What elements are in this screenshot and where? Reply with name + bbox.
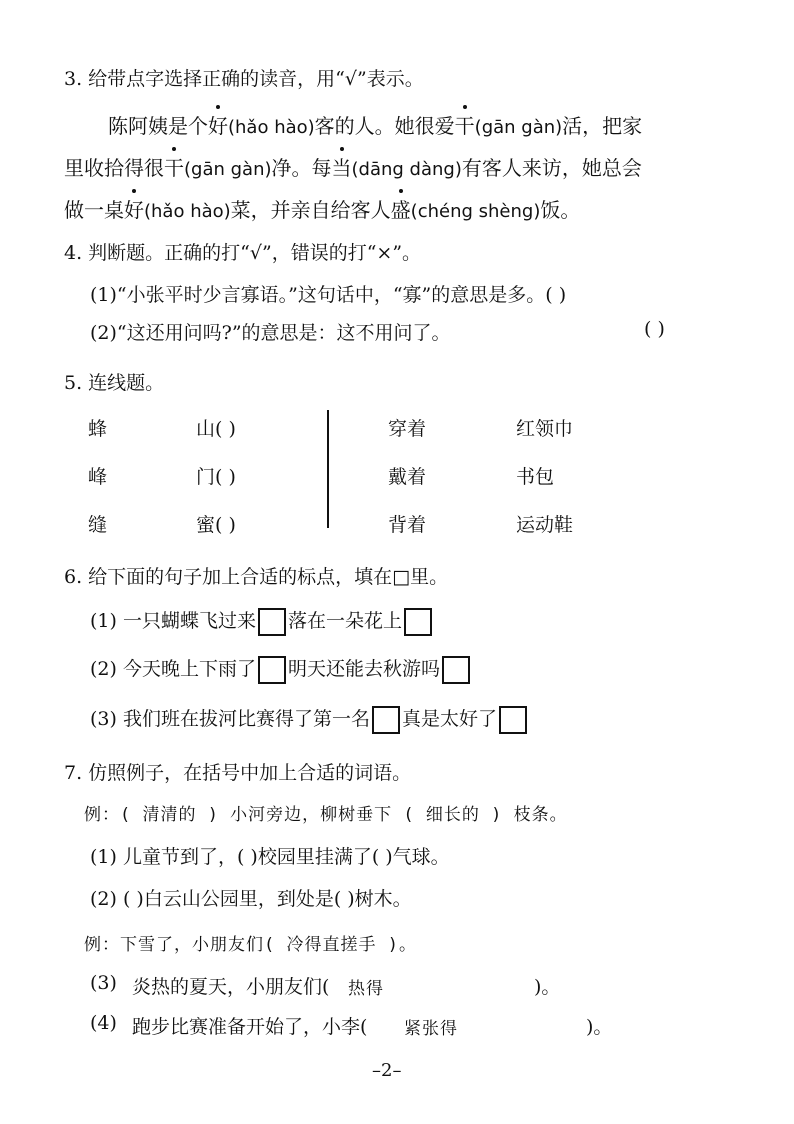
punctuation-box[interactable] — [404, 608, 432, 636]
punctuation-box[interactable] — [258, 656, 286, 684]
sentence-text: 活，把家 — [562, 114, 643, 138]
pinyin-options[interactable]: (dāng dàng) — [351, 159, 462, 180]
q3-line-1 — [108, 110, 642, 139]
punctuation-box[interactable] — [258, 608, 286, 636]
match-left-char[interactable]: 缝 — [88, 514, 108, 536]
dotted-character: 盛 — [391, 194, 411, 223]
item-number: (1) — [90, 610, 117, 632]
sentence-text: 净。每 — [271, 156, 332, 180]
match-left-char[interactable]: 峰 — [88, 466, 108, 488]
match-left-word[interactable]: 门( ) — [196, 466, 236, 488]
q7-example-2: 例：下雪了，小朋友们( 冷得直搓手 )。 — [84, 935, 417, 955]
q6-item-1 — [90, 606, 434, 636]
q6-item-2 — [90, 654, 472, 684]
q7-item-3-hint[interactable]: 热得 — [348, 979, 384, 999]
match-left-word[interactable]: 蜜( ) — [196, 514, 236, 536]
q4-item-1: (1)“小张平时少言寡语。”这句话中，“寡”的意思是多。( ) — [90, 284, 567, 306]
pinyin-options[interactable]: (hǎo hào) — [228, 117, 315, 138]
q4-item-2: (2)“这还用问吗?”的意思是：这不用问了。 — [90, 322, 451, 344]
q7-item-3-end: )。 — [534, 976, 561, 998]
sentence-part: 今天晚上下雨了 — [122, 658, 256, 680]
item-number: (2) — [90, 658, 117, 680]
sentence-text: 客的人。她很爱 — [314, 114, 455, 138]
pinyin-options[interactable]: (chéng shèng) — [410, 201, 541, 222]
q4-item-2-answer[interactable]: ( ) — [644, 318, 665, 340]
match-left-word[interactable]: 山( ) — [196, 418, 236, 440]
q3-line-2 — [64, 152, 642, 181]
q7-item-2[interactable]: (2) ( )白云山公园里，到处是( )树木。 — [90, 888, 412, 910]
question-3-title: 3. 给带点字选择正确的读音，用“√”表示。 — [64, 68, 424, 90]
match-left-char[interactable]: 蜂 — [88, 418, 108, 440]
q7-item-4-end: )。 — [586, 1016, 613, 1038]
q7-example-1: 例：( 清清的 ) 小河旁边，柳树垂下 ( 细长的 ) 枝条。 — [84, 805, 568, 825]
match-right-verb[interactable]: 戴着 — [388, 466, 427, 488]
q7-item-4-text: 跑步比赛准备开始了，小李( — [132, 1016, 368, 1038]
match-right-verb[interactable]: 背着 — [388, 514, 427, 536]
question-6-title: 6. 给下面的句子加上合适的标点，填在□里。 — [64, 566, 449, 588]
dotted-character: 干 — [164, 152, 184, 181]
sentence-text: 做一桌 — [64, 198, 124, 222]
pinyin-options[interactable]: (gān gàn) — [474, 117, 563, 138]
dotted-character: 好 — [208, 110, 228, 139]
item-number: (4) — [90, 1012, 117, 1034]
sentence-text: 里收拾得很 — [64, 156, 164, 180]
match-right-noun[interactable]: 运动鞋 — [516, 514, 574, 536]
punctuation-box[interactable] — [499, 706, 527, 734]
match-right-noun[interactable]: 书包 — [516, 466, 555, 488]
dotted-character: 好 — [124, 194, 144, 223]
q7-item-3-text: 炎热的夏天，小朋友们( — [132, 976, 330, 998]
sentence-part: 真是太好了 — [401, 708, 497, 730]
sentence-text: 陈阿姨是个 — [108, 114, 208, 138]
q3-line-3 — [64, 194, 580, 223]
sentence-part: 我们班在拔河比赛得了第一名 — [122, 708, 370, 730]
sentence-text: 饭。 — [540, 198, 581, 222]
q7-item-4-hint[interactable]: 紧张得 — [404, 1019, 458, 1039]
q7-item-1[interactable]: (1) 儿童节到了，( )校园里挂满了( )气球。 — [90, 846, 450, 868]
sentence-part: 落在一朵花上 — [287, 610, 402, 632]
q6-item-3 — [90, 704, 529, 734]
match-right-noun[interactable]: 红领巾 — [516, 418, 574, 440]
pinyin-options[interactable]: (gān gàn) — [184, 159, 272, 180]
sentence-part: 一只蝴蝶飞过来 — [122, 610, 256, 632]
item-number: (3) — [90, 708, 117, 730]
dotted-character: 干 — [455, 110, 475, 139]
question-7-title: 7. 仿照例子，在括号中加上合适的词语。 — [64, 762, 412, 784]
question-4-title: 4. 判断题。正确的打“√”，错误的打“×”。 — [64, 242, 422, 264]
sentence-part: 明天还能去秋游吗 — [287, 658, 440, 680]
match-divider — [327, 410, 329, 528]
sentence-text: 菜，并亲自给客人 — [230, 198, 391, 222]
item-number: (3) — [90, 972, 117, 994]
pinyin-options[interactable]: (hǎo hào) — [144, 201, 231, 222]
punctuation-box[interactable] — [372, 706, 400, 734]
punctuation-box[interactable] — [442, 656, 470, 684]
page-number: –2– — [372, 1060, 402, 1081]
sentence-text: 有客人来访，她总会 — [461, 156, 642, 180]
question-5-title: 5. 连线题。 — [64, 372, 165, 394]
dotted-character: 当 — [332, 152, 352, 181]
match-right-verb[interactable]: 穿着 — [388, 418, 427, 440]
